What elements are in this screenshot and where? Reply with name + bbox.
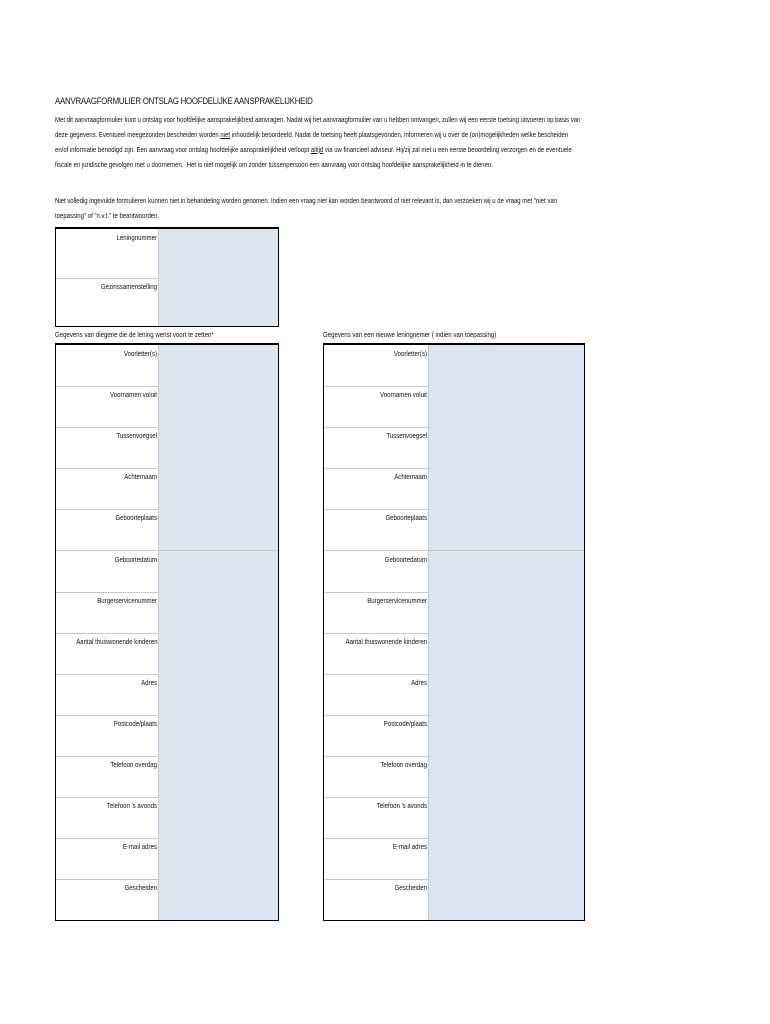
- right-label-voornamen-voluit: Voornamen voluit: [380, 390, 427, 400]
- right-row-adres: [324, 674, 584, 716]
- left-label-voornamen-voluit: Voornamen voluit: [110, 390, 157, 400]
- left-input-telefoon-s-avonds[interactable]: [158, 797, 278, 838]
- left-input-burgerservicenummer[interactable]: [158, 592, 278, 633]
- page-title: AANVRAAGFORMULIER ONTSLAG HOOFDELIJKE AANSPRAKELIJKHEID: [55, 96, 313, 107]
- left-label-gescheiden: Gescheiden: [124, 883, 157, 893]
- left-row-telefoon-overdag: [56, 756, 278, 798]
- right-input-telefoon-overdag[interactable]: [428, 756, 584, 797]
- right-row-achternaam: [324, 468, 584, 510]
- right-row-aantal-thuiswonende-kinderen: [324, 633, 584, 675]
- loan-details-box: [55, 227, 279, 327]
- left-label-geboortedatum: Geboortedatum: [114, 554, 157, 564]
- right-section-heading: Gegevens van een nieuwe leningnemer ( indien van toepassing): [323, 330, 497, 339]
- right-label-voorletter-s: Voorletter(s): [393, 349, 427, 358]
- right-label-e-mail-adres: E-mail adres: [392, 842, 427, 852]
- left-row-geboortedatum: [56, 551, 278, 593]
- right-label-achternaam: Achternaam: [394, 472, 427, 482]
- right-row-burgerservicenummer: [324, 592, 584, 634]
- left-row-voornamen-voluit: [56, 386, 278, 428]
- left-input-e-mail-adres[interactable]: [158, 838, 278, 879]
- left-label-adres: Adres: [141, 677, 157, 687]
- left-label-postcode-plaats: Postcode/plaats: [113, 718, 157, 728]
- right-person-form: [323, 343, 585, 921]
- intro-emphasis-niet: niet: [220, 130, 231, 139]
- right-input-burgerservicenummer[interactable]: [428, 592, 584, 633]
- right-row-telefoon-s-avonds: [324, 797, 584, 839]
- left-row-burgerservicenummer: [56, 592, 278, 634]
- right-row-voornamen-voluit: [324, 386, 584, 428]
- right-label-telefoon-s-avonds: Telefoon 's avonds: [376, 801, 427, 811]
- right-input-achternaam[interactable]: [428, 468, 584, 509]
- loan-label-gezinssamenstelling: Gezinssamenstelling: [100, 281, 157, 291]
- left-input-aantal-thuiswonende-kinderen[interactable]: [158, 633, 278, 674]
- intro-text-a: Met dit aanvraagformulier kunt u ontslag voor hoofdelijke aansprakelijkheid aanvragen. Nadat wij het aanvraagformulier van u hebben ontvangen, zullen wij een eerste toetsing uitvoeren op basis van deze gegevens. Eventueel meegezonden bescheiden worden: [55, 115, 583, 139]
- loan-input-leningnummer[interactable]: [158, 229, 278, 278]
- left-input-voorletter-s[interactable]: [158, 345, 278, 386]
- right-input-geboorteplaats[interactable]: [428, 509, 584, 550]
- left-label-achternaam: Achternaam: [124, 472, 157, 482]
- right-label-geboorteplaats: Geboorteplaats: [385, 513, 427, 523]
- loan-input-gezinssamenstelling[interactable]: [158, 278, 278, 327]
- intro-emphasis-altijd: altijd: [310, 145, 324, 154]
- right-row-voorletter-s: [324, 345, 584, 387]
- left-label-voorletter-s: Voorletter(s): [123, 349, 157, 358]
- right-input-geboortedatum[interactable]: [428, 551, 584, 592]
- right-input-tussenvoegsel[interactable]: [428, 427, 584, 468]
- left-label-tussenvoegsel: Tussenvoegsel: [116, 431, 157, 441]
- right-label-burgerservicenummer: Burgerservicenummer: [367, 595, 427, 605]
- left-row-geboorteplaats: [56, 509, 278, 551]
- right-input-aantal-thuiswonende-kinderen[interactable]: [428, 633, 584, 674]
- left-row-telefoon-s-avonds: [56, 797, 278, 839]
- right-input-postcode-plaats[interactable]: [428, 715, 584, 756]
- left-input-postcode-plaats[interactable]: [158, 715, 278, 756]
- left-row-voorletter-s: [56, 345, 278, 387]
- left-person-form: [55, 343, 279, 921]
- left-input-geboortedatum[interactable]: [158, 551, 278, 592]
- right-row-geboortedatum: [324, 551, 584, 593]
- right-input-gescheiden[interactable]: [428, 879, 584, 920]
- loan-row-leningnummer: [56, 229, 278, 279]
- left-input-achternaam[interactable]: [158, 468, 278, 509]
- right-row-geboorteplaats: [324, 509, 584, 551]
- right-label-tussenvoegsel: Tussenvoegsel: [386, 431, 427, 441]
- right-input-adres[interactable]: [428, 674, 584, 715]
- left-input-adres[interactable]: [158, 674, 278, 715]
- left-row-e-mail-adres: [56, 838, 278, 880]
- loan-row-gezinssamenstelling: [56, 278, 278, 327]
- left-input-gescheiden[interactable]: [158, 879, 278, 920]
- left-label-aantal-thuiswonende-kinderen: Aantal thuiswonende kinderen: [76, 636, 158, 646]
- left-row-tussenvoegsel: [56, 427, 278, 469]
- left-label-e-mail-adres: E-mail adres: [122, 842, 157, 852]
- left-input-voornamen-voluit[interactable]: [158, 386, 278, 427]
- left-input-telefoon-overdag[interactable]: [158, 756, 278, 797]
- left-row-adres: [56, 674, 278, 716]
- right-label-gescheiden: Gescheiden: [394, 883, 427, 893]
- right-input-e-mail-adres[interactable]: [428, 838, 584, 879]
- left-input-geboorteplaats[interactable]: [158, 509, 278, 550]
- right-input-telefoon-s-avonds[interactable]: [428, 797, 584, 838]
- left-label-telefoon-s-avonds: Telefoon 's avonds: [106, 801, 157, 811]
- intro-text-b: inhoudelijk beoordeeld. Nadat de toetsing heeft plaatsgevonden, informeren wij u over de (on)mogelijkheden welke bescheiden en/of informatie benodigd zijn. Een aanvraag voor ontslag hoofdelijke aansprakelijkheid verloopt: [55, 130, 570, 154]
- intro-text-c: via uw financieel adviseur. Hij/zij zal met u een eerste beoordeling verzorgen en de eventuele fiscale en juridische gevolgen met u doornemen. Het is niet mogelijk om zonder tussenpersoon een aanvraag voor ontslag hoofdelijke aansprakelijkheid in te dienen.: [55, 145, 574, 169]
- right-row-tussenvoegsel: [324, 427, 584, 469]
- left-label-telefoon-overdag: Telefoon overdag: [110, 760, 157, 769]
- right-input-voornamen-voluit[interactable]: [428, 386, 584, 427]
- left-row-postcode-plaats: [56, 715, 278, 757]
- instruction-paragraph: Niet volledig ingevulde formulieren kunnen niet in behandeling worden genomen. Indien een vraag niet kan worden beantwoord of niet relevant is, dan verzoeken wij u de vraag met "niet van toepassing" of "n.v.t." te beantwoorden.: [55, 196, 559, 220]
- right-row-e-mail-adres: [324, 838, 584, 880]
- loan-label-leningnummer: Leningnummer: [116, 233, 157, 242]
- right-row-telefoon-overdag: [324, 756, 584, 798]
- left-section-heading: Gegevens van diegene die de lening wenst voort te zetten*: [55, 330, 214, 339]
- right-label-aantal-thuiswonende-kinderen: Aantal thuiswonende kinderen: [345, 636, 427, 646]
- left-input-tussenvoegsel[interactable]: [158, 427, 278, 468]
- right-row-postcode-plaats: [324, 715, 584, 757]
- right-row-gescheiden: [324, 879, 584, 920]
- left-label-geboorteplaats: Geboorteplaats: [115, 513, 157, 523]
- right-label-geboortedatum: Geboortedatum: [384, 554, 427, 564]
- left-label-burgerservicenummer: Burgerservicenummer: [97, 595, 157, 605]
- left-row-achternaam: [56, 468, 278, 510]
- right-label-postcode-plaats: Postcode/plaats: [383, 718, 427, 728]
- right-label-adres: Adres: [411, 677, 427, 687]
- left-row-aantal-thuiswonende-kinderen: [56, 633, 278, 675]
- intro-paragraph: [55, 112, 582, 172]
- right-input-voorletter-s[interactable]: [428, 345, 584, 386]
- left-row-gescheiden: [56, 879, 278, 920]
- right-label-telefoon-overdag: Telefoon overdag: [380, 760, 427, 769]
